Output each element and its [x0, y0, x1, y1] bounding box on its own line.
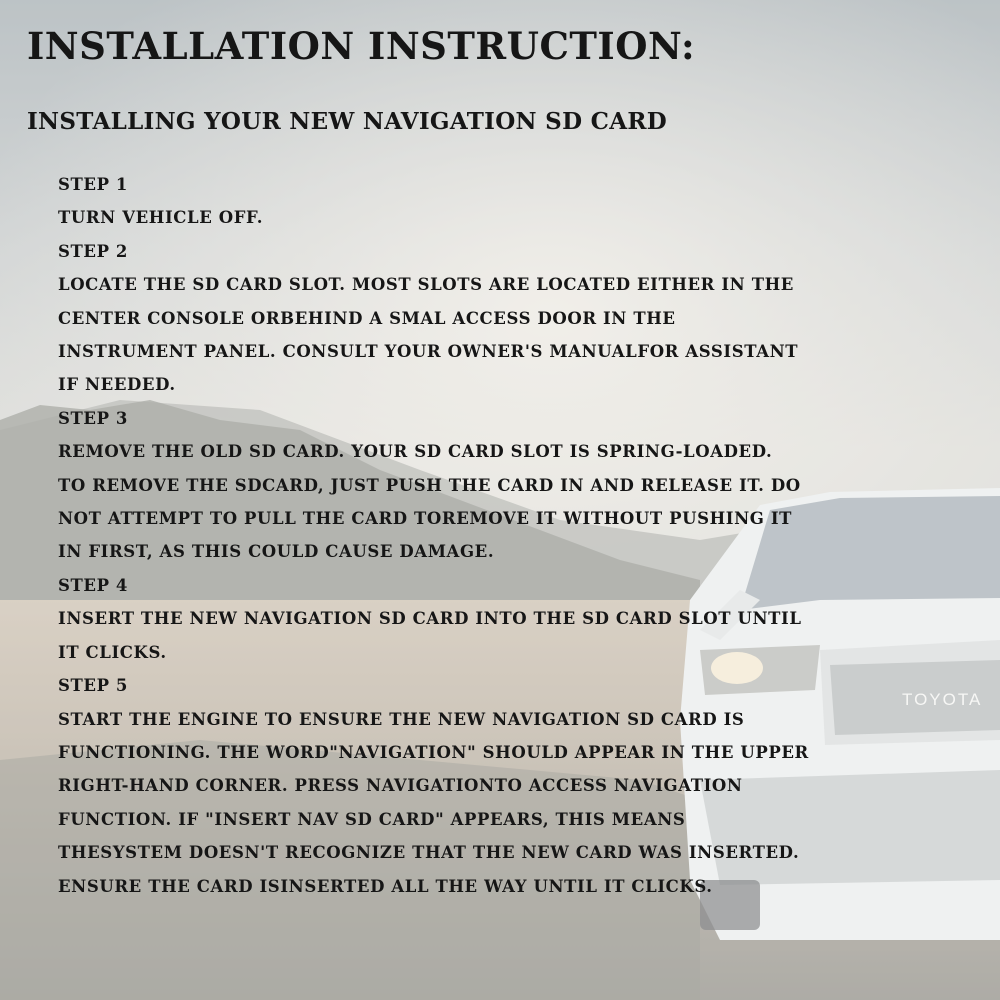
page-subtitle: INSTALLING YOUR NEW NAVIGATION SD CARD — [27, 108, 668, 135]
step-3-text-line: REMOVE THE OLD SD CARD. YOUR SD CARD SLOT IS SPRING-LOADED. — [58, 442, 773, 462]
step-2-text-line: CENTER CONSOLE ORBEHIND A SMAL ACCESS DOOR IN THE — [58, 308, 676, 328]
step-4-label: STEP 4 — [58, 575, 129, 595]
step-2-label: STEP 2 — [58, 241, 129, 261]
step-2-text-line: INSTRUMENT PANEL. CONSULT YOUR OWNER'S MANUALFOR ASSISTANT — [58, 342, 799, 362]
step-3-text-line: TO REMOVE THE SDCARD, JUST PUSH THE CARD IN AND RELEASE IT. DO — [58, 475, 801, 495]
step-1-text-line: TURN VEHICLE OFF. — [58, 208, 264, 228]
step-5-text-line: FUNCTION. IF "INSERT NAV SD CARD" APPEARS, THIS MEANS — [58, 809, 686, 829]
vehicle-badge: TOYOTA — [902, 690, 983, 709]
step-2-text-line: IF NEEDED. — [58, 375, 176, 395]
step-5-text-line: RIGHT-HAND CORNER. PRESS NAVIGATIONTO ACCESS NAVIGATION — [58, 776, 743, 796]
step-5-text-line: THESYSTEM DOESN'T RECOGNIZE THAT THE NEW CARD WAS INSERTED. — [58, 843, 800, 863]
step-2-text-line: LOCATE THE SD CARD SLOT. MOST SLOTS ARE LOCATED EITHER IN THE — [58, 275, 794, 295]
page-title: INSTALLATION INSTRUCTION: — [27, 24, 696, 68]
step-3-text-line: NOT ATTEMPT TO PULL THE CARD TOREMOVE IT WITHOUT PUSHING IT — [58, 509, 793, 529]
step-3-text-line: IN FIRST, AS THIS COULD CAUSE DAMAGE. — [58, 542, 495, 562]
step-1-label: STEP 1 — [58, 175, 129, 194]
step-5-text-line: ENSURE THE CARD ISINSERTED ALL THE WAY UNTIL IT CLICKS. — [58, 876, 713, 896]
steps-list — [58, 168, 938, 903]
step-5-label: STEP 5 — [58, 676, 129, 696]
step-4-text-line: INSERT THE NEW NAVIGATION SD CARD INTO THE SD CARD SLOT UNTIL — [58, 609, 802, 629]
step-5-text-line: FUNCTIONING. THE WORD"NAVIGATION" SHOULD APPEAR IN THE UPPER — [58, 742, 809, 762]
step-4-text-line: IT CLICKS. — [58, 642, 167, 662]
step-3-label: STEP 3 — [58, 408, 129, 428]
step-5-text-line: START THE ENGINE TO ENSURE THE NEW NAVIGATION SD CARD IS — [58, 709, 745, 729]
